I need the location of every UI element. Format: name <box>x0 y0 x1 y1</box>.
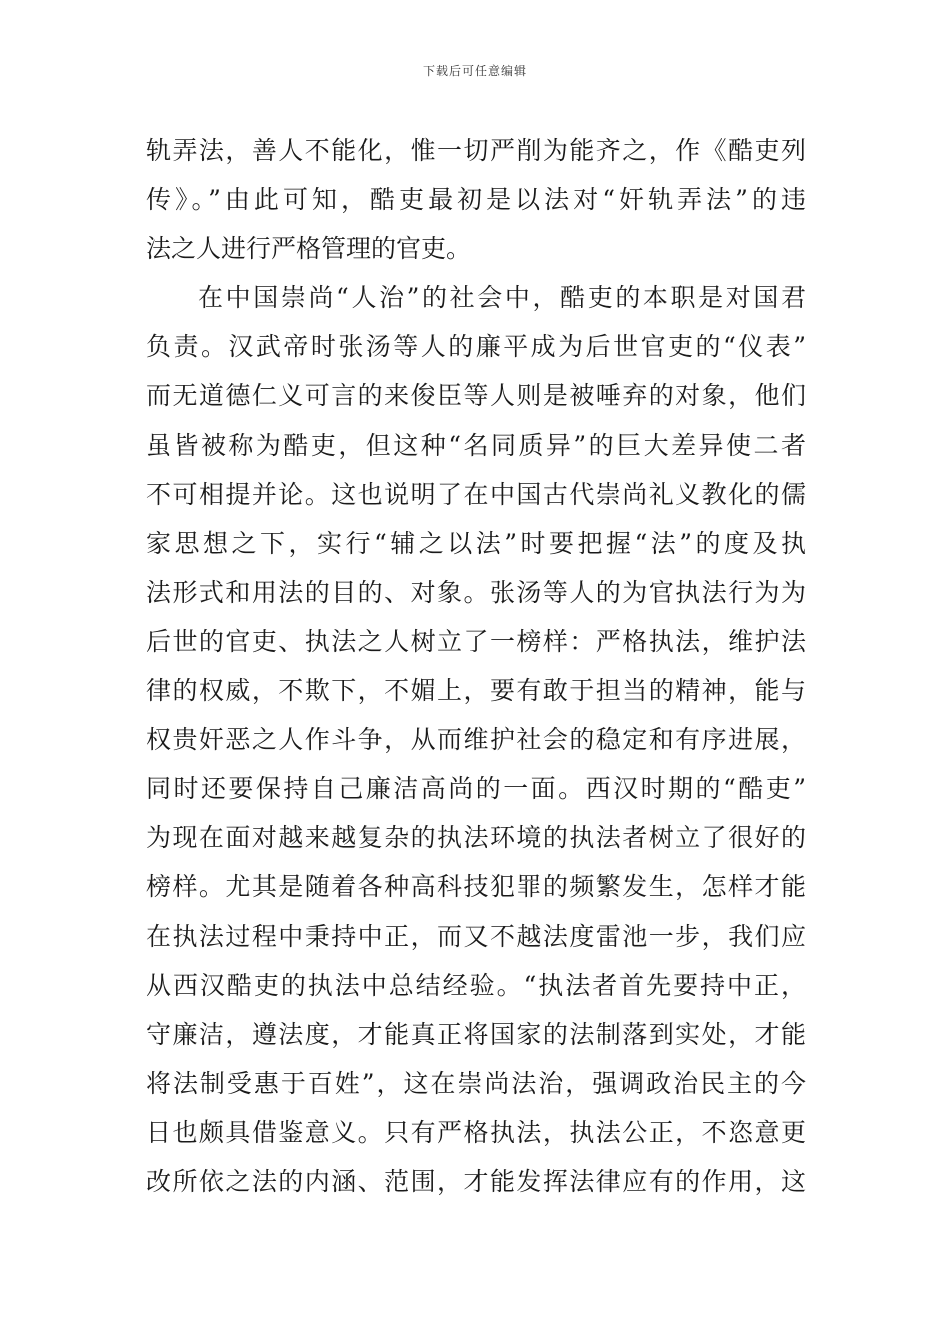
text-line: 日也颇具借鉴意义。只有严格执法，执法公正，不恣意更 <box>146 1117 806 1147</box>
text-line: 守廉洁，遵法度，才能真正将国家的法制落到实处，才能 <box>146 1019 806 1049</box>
page-header: 下载后可任意编辑 <box>422 64 527 78</box>
text-line: 传》。”由此可知，酷吏最初是以法对“奸轨弄法”的违 <box>146 185 806 215</box>
paragraph <box>146 273 806 1206</box>
text-line: 为现在面对越来越复杂的执法环境的执法者树立了很好的 <box>146 823 806 853</box>
text-line: 权贵奸恶之人作斗争，从而维护社会的稳定和有序进展， <box>146 725 806 755</box>
text-line: 将法制受惠于百姓”，这在崇尚法治，强调政治民主的今 <box>146 1068 806 1098</box>
text-line: 在中国崇尚“人治”的社会中，酷吏的本职是对国君 <box>198 283 806 313</box>
text-line: 负责。汉武帝时张汤等人的廉平成为后世官吏的“仪表” <box>146 332 806 362</box>
text-line: 法形式和用法的目的、对象。张汤等人的为官执法行为为 <box>146 577 806 607</box>
text-line: 轨弄法，善人不能化，惟一切严削为能齐之，作《酷吏列 <box>146 136 806 165</box>
text-line: 家思想之下，实行“辅之以法”时要把握“法”的度及执 <box>146 528 806 558</box>
document-body <box>146 126 806 1206</box>
text-line: 不可相提并论。这也说明了在中国古代崇尚礼义教化的儒 <box>146 479 806 509</box>
text-line: 而无道德仁义可言的来俊臣等人则是被唾弃的对象，他们 <box>146 381 806 411</box>
text-line: 虽皆被称为酷吏，但这种“名同质异”的巨大差异使二者 <box>146 430 806 460</box>
text-line: 后世的官吏、执法之人树立了一榜样：严格执法，维护法 <box>146 626 806 656</box>
text-line: 法之人进行严格管理的官吏。 <box>146 234 472 264</box>
text-line: 改所依之法的内涵、范围，才能发挥法律应有的作用，这 <box>146 1166 806 1196</box>
paragraph <box>146 126 806 273</box>
text-line: 在执法过程中秉持中正，而又不越法度雷池一步，我们应 <box>146 921 806 951</box>
text-line: 律的权威，不欺下，不媚上，要有敢于担当的精神，能与 <box>146 676 806 706</box>
text-line: 榜样。尤其是随着各种高科技犯罪的频繁发生，怎样才能 <box>146 872 806 902</box>
text-line: 同时还要保持自己廉洁高尚的一面。西汉时期的“酷吏” <box>146 774 806 804</box>
text-line: 从西汉酷吏的执法中总结经验。“执法者首先要持中正， <box>146 970 806 1000</box>
